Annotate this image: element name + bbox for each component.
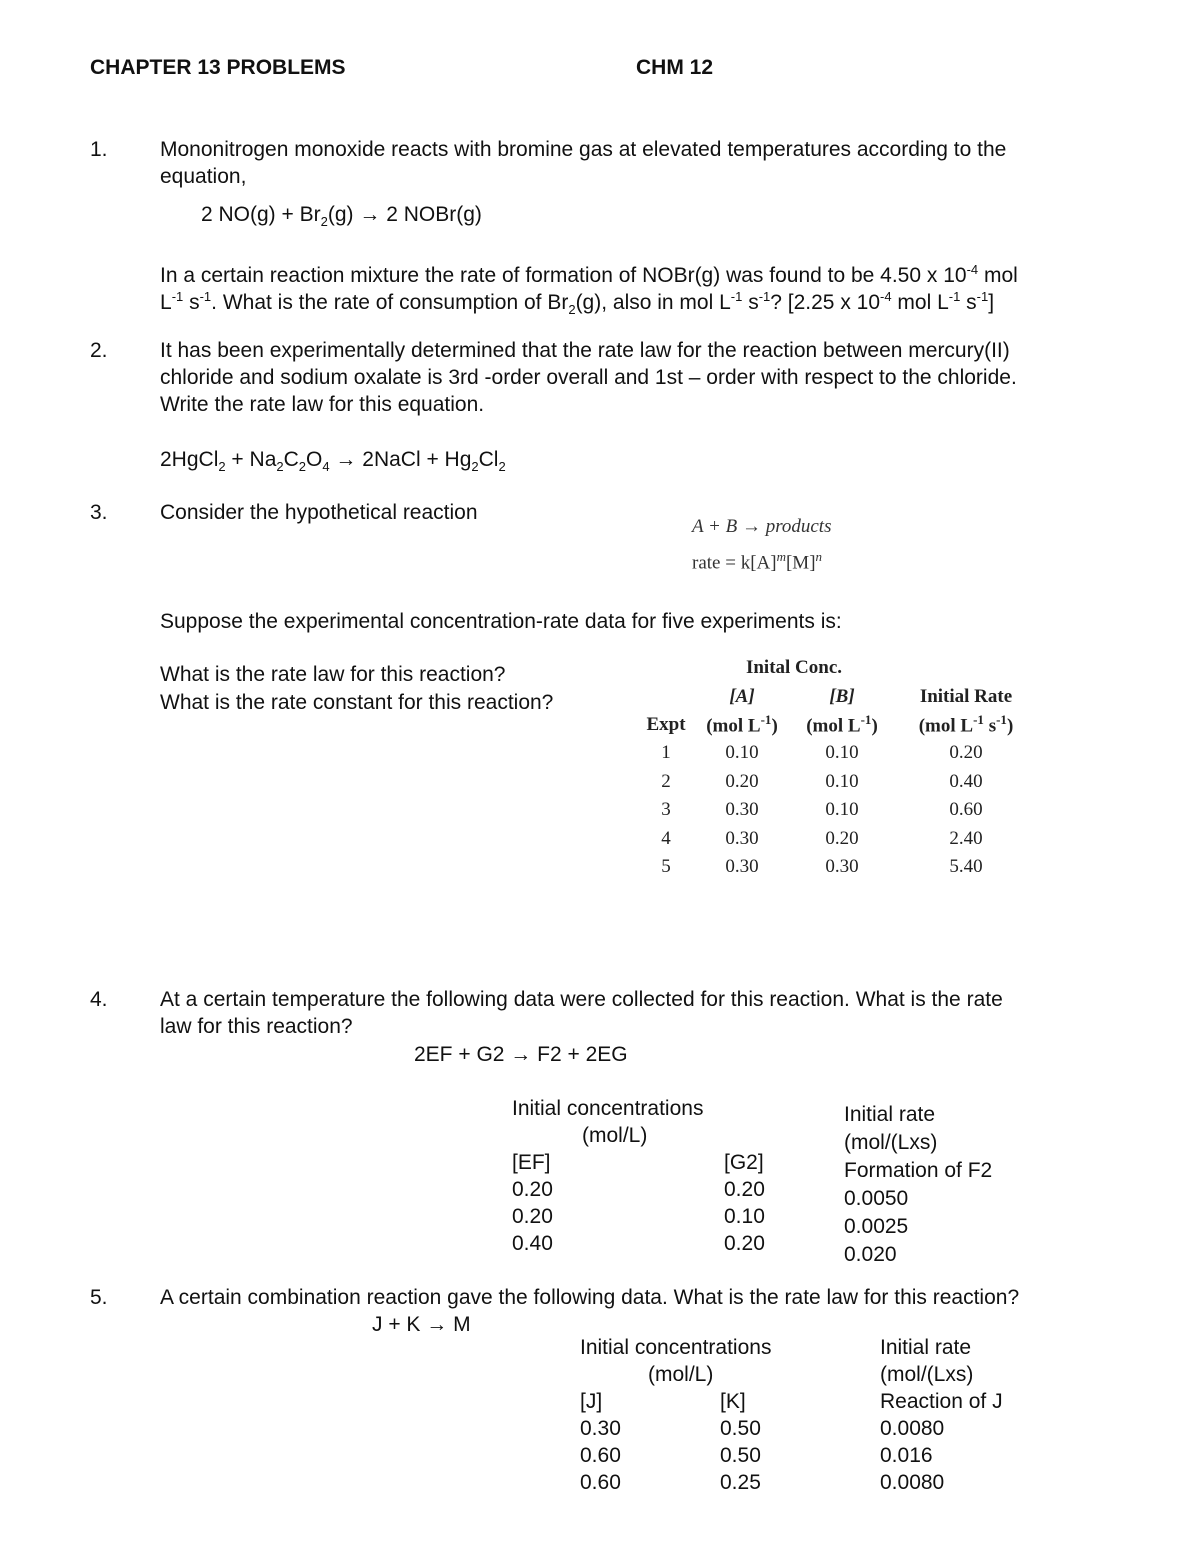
table-row: 1 0.10 0.10 0.20 [661, 742, 983, 764]
problem-4-concentrations-title: Initial concentrations [512, 1097, 704, 1120]
table-group-header: Inital Conc. [745, 657, 843, 679]
problem-5-col-k: [K] 0.50 0.50 0.25 [720, 1390, 761, 1494]
problem-1-question-line-2: $L^{-1}$ $s^{-1}$. What is the rate of consumption of $Br_2(g)$, also in mol $L^{-1}$ $s^{-1}$? [2.25 x $10^{-4}$ mol $L^{-1}$ $s^{-1}$] [160, 289, 995, 318]
problem-1-question-line-1: In a certain reaction mixture the rate of formation of NOBr(g) was found to be 4.50 x $10^{-4}$ mol [160, 262, 1018, 287]
problem-5-col-rate: Initial rate (mol/(Lxs) Reaction of J 0.0080 0.016 0.0080 [880, 1336, 1003, 1494]
table-row: 5 0.30 0.30 5.40 [661, 855, 983, 877]
problem-4-col-ef: [EF] 0.20 0.20 0.40 [512, 1151, 553, 1255]
problem-3-data-table [638, 654, 1038, 881]
problem-1-text-line-2: equation, [160, 165, 247, 188]
problem-1-text-line-1: Mononitrogen monoxide reacts with bromine gas at elevated temperatures according to the [160, 138, 1007, 161]
problem-4-equation: 2EF + G2 → F2 + 2EG [414, 1043, 628, 1066]
problem-number-1: 1. [90, 138, 108, 161]
problem-2-text-line-1: It has been experimentally determined that the rate law for the reaction between mercury(II) [160, 339, 1010, 362]
problem-number-2: 2. [90, 339, 108, 362]
problem-3-reaction: A + B → products [692, 516, 832, 537]
problem-2-text-line-3: Write the rate law for this equation. [160, 393, 485, 416]
arrow-icon: → [426, 1313, 448, 1336]
table-row: 3 0.30 0.10 0.60 [661, 799, 983, 821]
problem-3-question-2: What is the rate constant for this reaction? [160, 691, 554, 714]
problem-4-text-line-1: At a certain temperature the following data were collected for this reaction. What is the rate [160, 988, 1003, 1011]
problem-3-text-line-2: Suppose the experimental concentration-rate data for five experiments is: [160, 610, 842, 633]
problem-5-col-j: [J] 0.30 0.60 0.60 [580, 1390, 621, 1494]
table-row: 4 0.30 0.20 2.40 [661, 827, 983, 849]
table-col-a: [A] [729, 685, 755, 707]
table-expt-header: Expt [646, 713, 686, 735]
problem-1-equation: 2 $NO(g) + Br_2(g) \to 2$ NOBr(g) [201, 203, 482, 230]
table-unit-rate: (mol $L^{-1}$ $s^{-1}$) [918, 712, 1014, 737]
problem-5-concentrations-title: Initial concentrations [580, 1336, 772, 1359]
problem-3-question-1: What is the rate law for this reaction? [160, 663, 506, 686]
problem-4-col-g2: [G2] 0.20 0.10 0.20 [724, 1151, 765, 1255]
problem-4-text-line-2: law for this reaction? [160, 1015, 353, 1038]
course-code: CHM 12 [636, 56, 714, 79]
problem-2-equation: 2HgCl$_2$ + $Na_2C_2O_4$ → 2NaCl + $Hg_2Cl_2$ [160, 448, 506, 475]
table-unit-b: (mol $L^{-1}$) [806, 712, 878, 737]
table-col-b: [B] [829, 685, 855, 707]
problem-5-concentrations-unit: (mol/L) [648, 1363, 714, 1386]
table-unit-a: (mol $L^{-1}$) [706, 712, 778, 737]
problem-5-text-line-1: A certain combination reaction gave the following data. What is the rate law for this reaction? [160, 1286, 1020, 1309]
problem-2-text-line-2: chloride and sodium oxalate is 3rd -order overall and 1st – order with respect to the chloride. [160, 366, 1017, 389]
table-col-rate: Initial Rate [919, 685, 1013, 707]
table-row: 2 0.20 0.10 0.40 [661, 770, 983, 792]
problem-number-3: 3. [90, 501, 108, 524]
arrow-icon: → [510, 1043, 532, 1066]
problem-number-5: 5. [90, 1286, 108, 1309]
problem-5-equation: J + K → M [372, 1313, 471, 1336]
problem-4-concentrations-unit: (mol/L) [582, 1124, 648, 1147]
problem-3-rate-expression: rate = $k[A]^m[M]^n$ [692, 549, 823, 574]
page-title: CHAPTER 13 PROBLEMS [90, 56, 346, 79]
problem-number-4: 4. [90, 988, 108, 1011]
problem-3-text-line-1: Consider the hypothetical reaction [160, 501, 478, 524]
problem-4-col-rate: Initial rate (mol/(Lxs) Formation of F2 0.0050 0.0025 0.020 [844, 1103, 993, 1266]
